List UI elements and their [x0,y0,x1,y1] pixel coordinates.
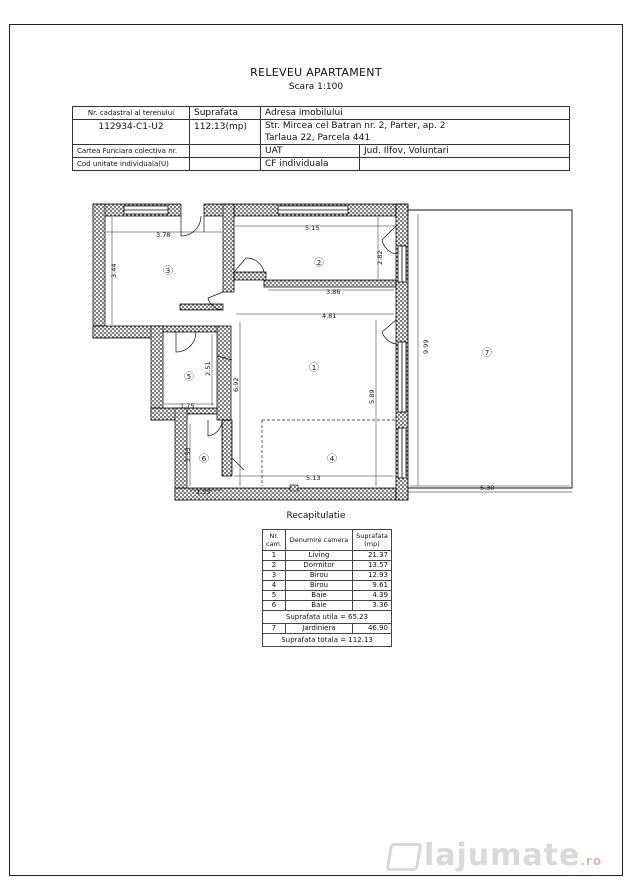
room-number-2: 2 [316,259,322,267]
watermark-icon [386,843,423,871]
table-row [263,601,392,611]
useful-total-row [263,611,392,624]
table-row [263,551,392,561]
room-surface: 4.39 [353,591,392,601]
dim-label: 5.30 [480,484,495,492]
dim-label: 3.86 [326,288,341,296]
dim-label: 5.15 [305,224,320,232]
dim-label: 3.78 [156,231,171,239]
room-number-3: 3 [165,267,171,275]
useful-total: Suprafata utila = 65.23 [263,611,392,624]
room-nr: 7 [263,624,286,634]
room-name: Baie [285,601,352,611]
dim-label: 2.53 [184,447,192,462]
dim-label: 5.89 [368,389,376,404]
room-nr: 5 [263,591,286,601]
room-surface: 3.36 [353,601,392,611]
surface-value: 112.13(mp) [190,120,261,145]
label-uat: UAT [261,145,360,158]
room-name: Living [285,551,352,561]
address-line-2: Tarlaua 22, Parcela 441 [261,132,570,145]
room-nr: 2 [263,561,286,571]
room-surface: 13.57 [353,561,392,571]
room-name: Baie [285,591,352,601]
room-number-4: 4 [329,455,335,463]
grand-total-row [263,634,392,647]
table-row [263,624,392,634]
room-surface: 21.37 [353,551,392,561]
room-nr: 3 [263,571,286,581]
windows [124,206,406,478]
room-number-5: 5 [186,373,192,381]
doors [176,216,396,470]
drawing-scale: Scara 1:100 [288,82,344,92]
room-number-6: 6 [201,455,207,463]
room-nr: 4 [263,581,286,591]
room-nr: 1 [263,551,286,561]
label-surface: Suprafata [190,107,261,120]
label-address: Adresa imobilului [261,107,570,120]
table-row [263,561,392,571]
recap-col-surface: Suprafata (mp) [353,530,392,551]
dim-label: 2.82 [376,250,384,265]
dim-label: 5.13 [306,474,321,482]
recap-title: Recapitulatie [286,511,346,521]
cadastral-value: 112934-C1-U2 [73,120,190,145]
label-cf-individual: CF individuala [261,158,360,171]
column-marker [290,485,298,491]
recap-col-nr: Nr. cam. [263,530,286,551]
dim-label: 2.51 [204,361,212,376]
exterior-walls [93,204,408,500]
watermark [388,838,602,873]
dim-label: 1.75 [180,402,195,410]
room-name: Dormitor [285,561,352,571]
terrace-outline [408,210,572,488]
uat-value: Jud. Ilfov, Voluntari [360,145,570,158]
dim-label: 4.81 [322,312,337,320]
label-cadastral: Nr. cadastral al terenului [73,107,190,120]
label-unit-code: Cod unitate individuala(U) [73,158,190,171]
address-line-1: Str. Mircea cel Batran nr. 2, Parter, ap. 2 [261,120,570,133]
recap-col-name: Denumire camera [285,530,352,551]
table-row [263,571,392,581]
table-row [263,591,392,601]
room-number-1: 1 [311,364,317,372]
recap-table [262,529,392,647]
label-cf-collective: Cartea Funciara colectiva nr. [73,145,190,158]
drawing-title: RELEVEU APARTAMENT [250,66,382,79]
room-number-7: 7 [484,349,490,357]
watermark-text: lajumate [424,838,581,873]
watermark-suffix: .ro [580,854,603,868]
room-surface: 12.93 [353,571,392,581]
dim-label: 1.33 [196,488,211,496]
room-name: Jardiniera [285,624,352,634]
room-surface: 9.61 [353,581,392,591]
room-name: Birou [285,571,352,581]
room-nr: 6 [263,601,286,611]
room-name: Birou [285,581,352,591]
dim-label: 3.44 [110,263,118,278]
dim-label: 6.92 [232,377,240,392]
dimension-labels [110,224,494,496]
grand-total: Suprafata totala = 112.13 [263,634,392,647]
dim-label: 9.99 [422,339,430,354]
table-row [263,581,392,591]
room-surface: 46.90 [353,624,392,634]
